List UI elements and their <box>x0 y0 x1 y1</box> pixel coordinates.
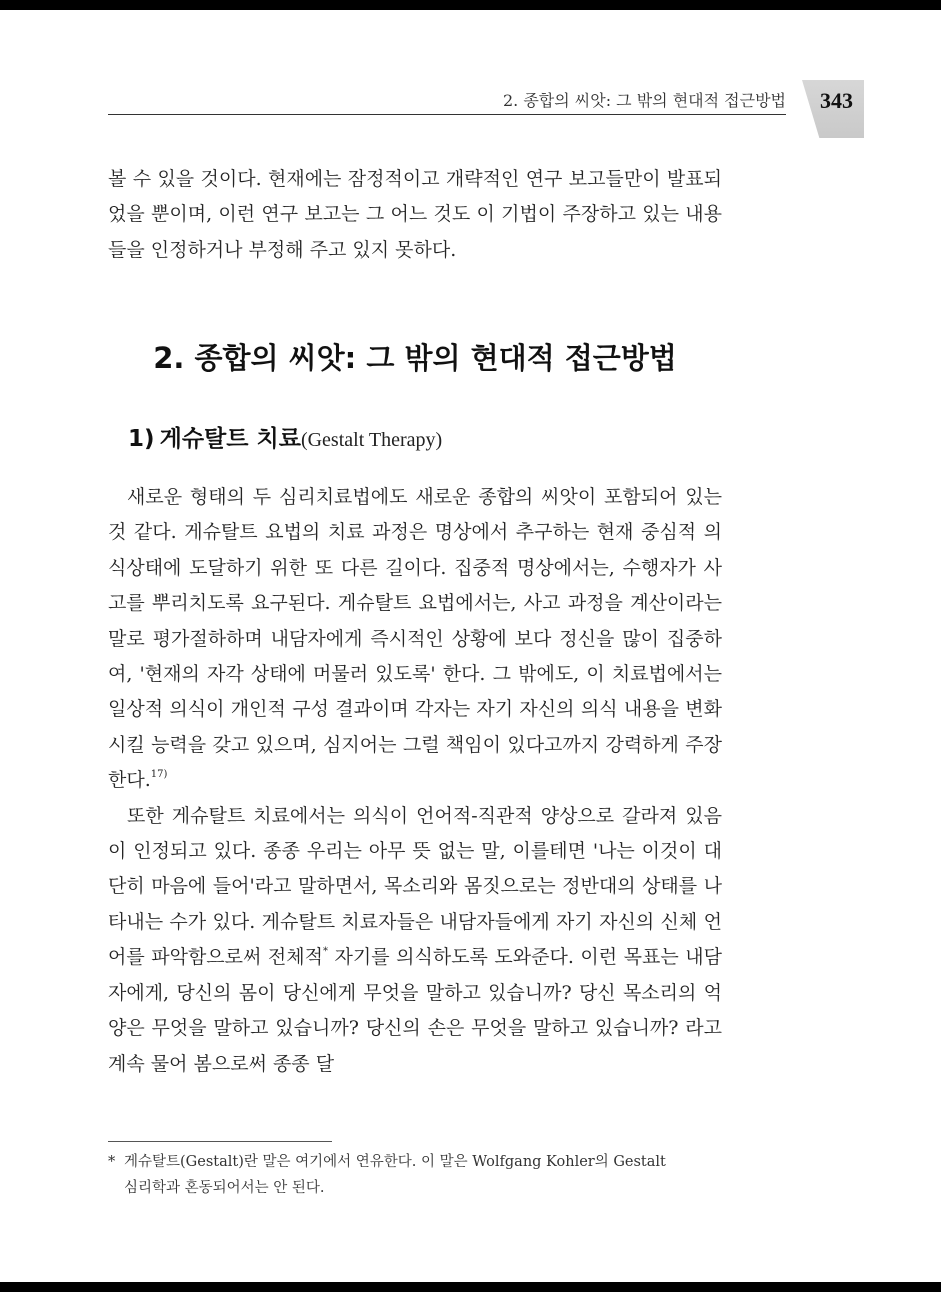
page-number: 343 <box>820 88 853 113</box>
footnote-line: 심리학과 혼동되어서는 안 된다. <box>124 1180 325 1196</box>
paragraph <box>108 799 722 1082</box>
paragraph-text: 새로운 형태의 두 심리치료법에도 새로운 종합의 씨앗이 포함되어 있는 것 같다. 게슈탈트 요법의 치료 과정은 명상에서 추구하는 현재 중심적 의식상태에 도달하기 위한 또 다른 길이다. 집중적 명상에서는, 수행자가 사고를 뿌리치도록 요구된다. 게슈탈트 요법에서는, 사고 과정을 계산이라는 말로 평가절하하며 내담자에게 즉시적인 상황에 보다 정신을 많이 집중하여, '현재의 자각 상태에 머물러 있도록' 한다. 그 밖에도, 이 치료법에서는 일상적 의식이 개인적 구성 결과이며 각자는 자기 자신의 의식 내용을 변화시킬 능력을 갖고 있으며, 심지어는 그럴 책임이 있다고까지 강력하게 주장한다. <box>108 486 722 792</box>
footnote-reference: 17) <box>150 769 168 781</box>
header-rule <box>108 114 786 115</box>
asterisk-marker: * <box>322 946 328 958</box>
footnote-text: 게슈탈트(Gestalt)란 말은 여기에서 연유한다. 이 말은 Wolfgang Kohler의 Gestalt <box>124 1154 666 1170</box>
subsection-title-english: (Gestalt Therapy) <box>300 429 443 451</box>
top-border <box>0 0 941 10</box>
footnote <box>108 1149 722 1201</box>
body-paragraphs <box>108 480 722 1082</box>
footnote-rule <box>108 1141 332 1142</box>
subsection-number: 1) <box>128 426 155 452</box>
paragraph-text: 또한 게슈탈트 치료에서는 의식이 언어적-직관적 양상으로 갈라져 있음이 인정되고 있다. 종종 우리는 아무 뜻 없는 말, 이를테면 '나는 이것이 대단히 마음에 들어'라고 말하면서, 목소리와 몸짓으로는 정반대의 상태를 나타내는 수가 있다. 게슈탈트 치료자들은 내담자들에게 자기 자신의 신체 언어를 파악함으로써 전체적 <box>108 804 722 969</box>
paragraph-text: 볼 수 있을 것이다. 현재에는 잠정적이고 개략적인 연구 보고들만이 발표되었을 뿐이며, 이런 연구 보고는 그 어느 것도 이 기법이 주장하고 있는 내용들을 인정하거나 부정해 주고 있지 못하다. <box>108 168 722 261</box>
running-header: 2. 종합의 씨앗: 그 밖의 현대적 접근방법 <box>502 91 786 110</box>
section-heading: 2. 종합의 씨앗: 그 밖의 현대적 접근방법 <box>153 341 677 375</box>
footnote-marker: * <box>108 1154 116 1170</box>
bottom-border <box>0 1282 941 1292</box>
subsection-heading <box>128 420 442 453</box>
footnote-line <box>108 1149 722 1175</box>
subsection-title: 게슈탈트 치료 <box>159 426 301 452</box>
paragraph <box>108 480 722 799</box>
paragraph-text: 자기를 의식하도록 도와준다. 이런 목표는 내담자에게, 당신의 몸이 당신에게 무엇을 말하고 있습니까? 당신 목소리의 억양은 무엇을 말하고 있습니까? 당신의 손은 무엇을 말하고 있습니까? 라고 계속 물어 봄으로써 종종 달 <box>108 946 722 1075</box>
continued-paragraph <box>108 162 722 268</box>
